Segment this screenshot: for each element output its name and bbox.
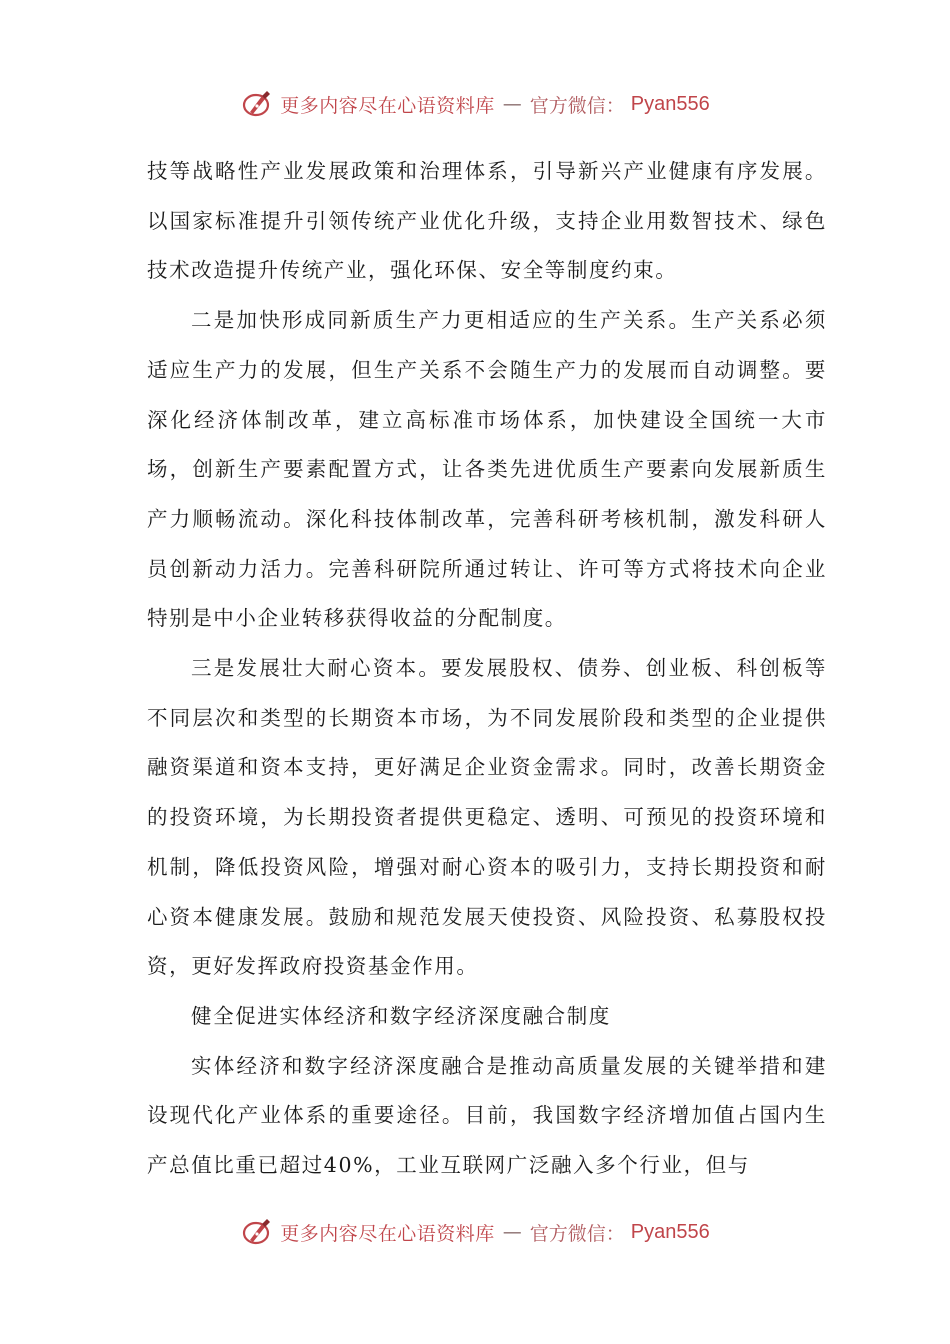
banner-wechat-id: Pyan556 <box>630 92 710 115</box>
banner-wechat-label: 官方微信： <box>529 1222 625 1245</box>
banner-dash: — <box>502 93 522 115</box>
banner-dash: — <box>502 1221 522 1243</box>
paragraph-digital-economy: 实体经济和数字经济深度融合是推动高质量发展的关键举措和建设现代化产业体系的重要途径。目前，我国数字经济增加值占国内生产总值比重已超过40%，工业互联网广泛融入多个行业，但与 <box>147 1053 827 1178</box>
banner-wechat-label: 官方微信： <box>529 94 625 117</box>
paragraph-continuation: 技等战略性产业发展政策和治理体系，引导新兴产业健康有序发展。以国家标准提升引领传统产业优化升级，支持企业用数智技术、绿色技术改造提升传统产业，强化环保、安全等制度约束。 <box>147 159 827 283</box>
document-body <box>147 147 827 1191</box>
banner-wechat-id: Pyan556 <box>630 1220 710 1243</box>
paragraph-patient-capital: 三是发展壮大耐心资本。要发展股权、债券、创业板、科创板等不同层次和类型的长期资本市场，为不同发展阶段和类型的企业提供融资渠道和资本支持，更好满足企业资金需求。同时，改善长期资金的投资环境，为长期投资者提供更稳定、透明、可预见的投资环境和机制，降低投资风险，增强对耐心资本的吸引力，支持长期投资和耐心资本健康发展。鼓励和规范发展天使投资、风险投资、私募股权投资，更好发挥政府投资基金作用。 <box>147 656 827 979</box>
banner-site-text: 更多内容尽在心语资料库 <box>280 94 495 117</box>
pen-nib-logo-icon <box>240 87 274 121</box>
paragraph-production-relations: 二是加快形成同新质生产力更相适应的生产关系。生产关系必须适应生产力的发展，但生产关系不会随生产力的发展而自动调整。要深化经济体制改革，建立高标准市场体系，加快建设全国统一大市场，创新生产要素配置方式，让各类先进优质生产要素向发展新质生产力顺畅流动。深化科技体制改革，完善科研考核机制，激发科研人员创新动力活力。完善科研院所通过转让、许可等方式将技术向企业特别是中小企业转移获得收益的分配制度。 <box>147 308 827 631</box>
banner-site-text: 更多内容尽在心语资料库 <box>280 1222 495 1245</box>
section-heading: 健全促进实体经济和数字经济深度融合制度 <box>191 1003 611 1028</box>
footer-banner <box>0 1212 950 1252</box>
header-banner <box>0 84 950 124</box>
pen-nib-logo-icon <box>240 1215 274 1249</box>
